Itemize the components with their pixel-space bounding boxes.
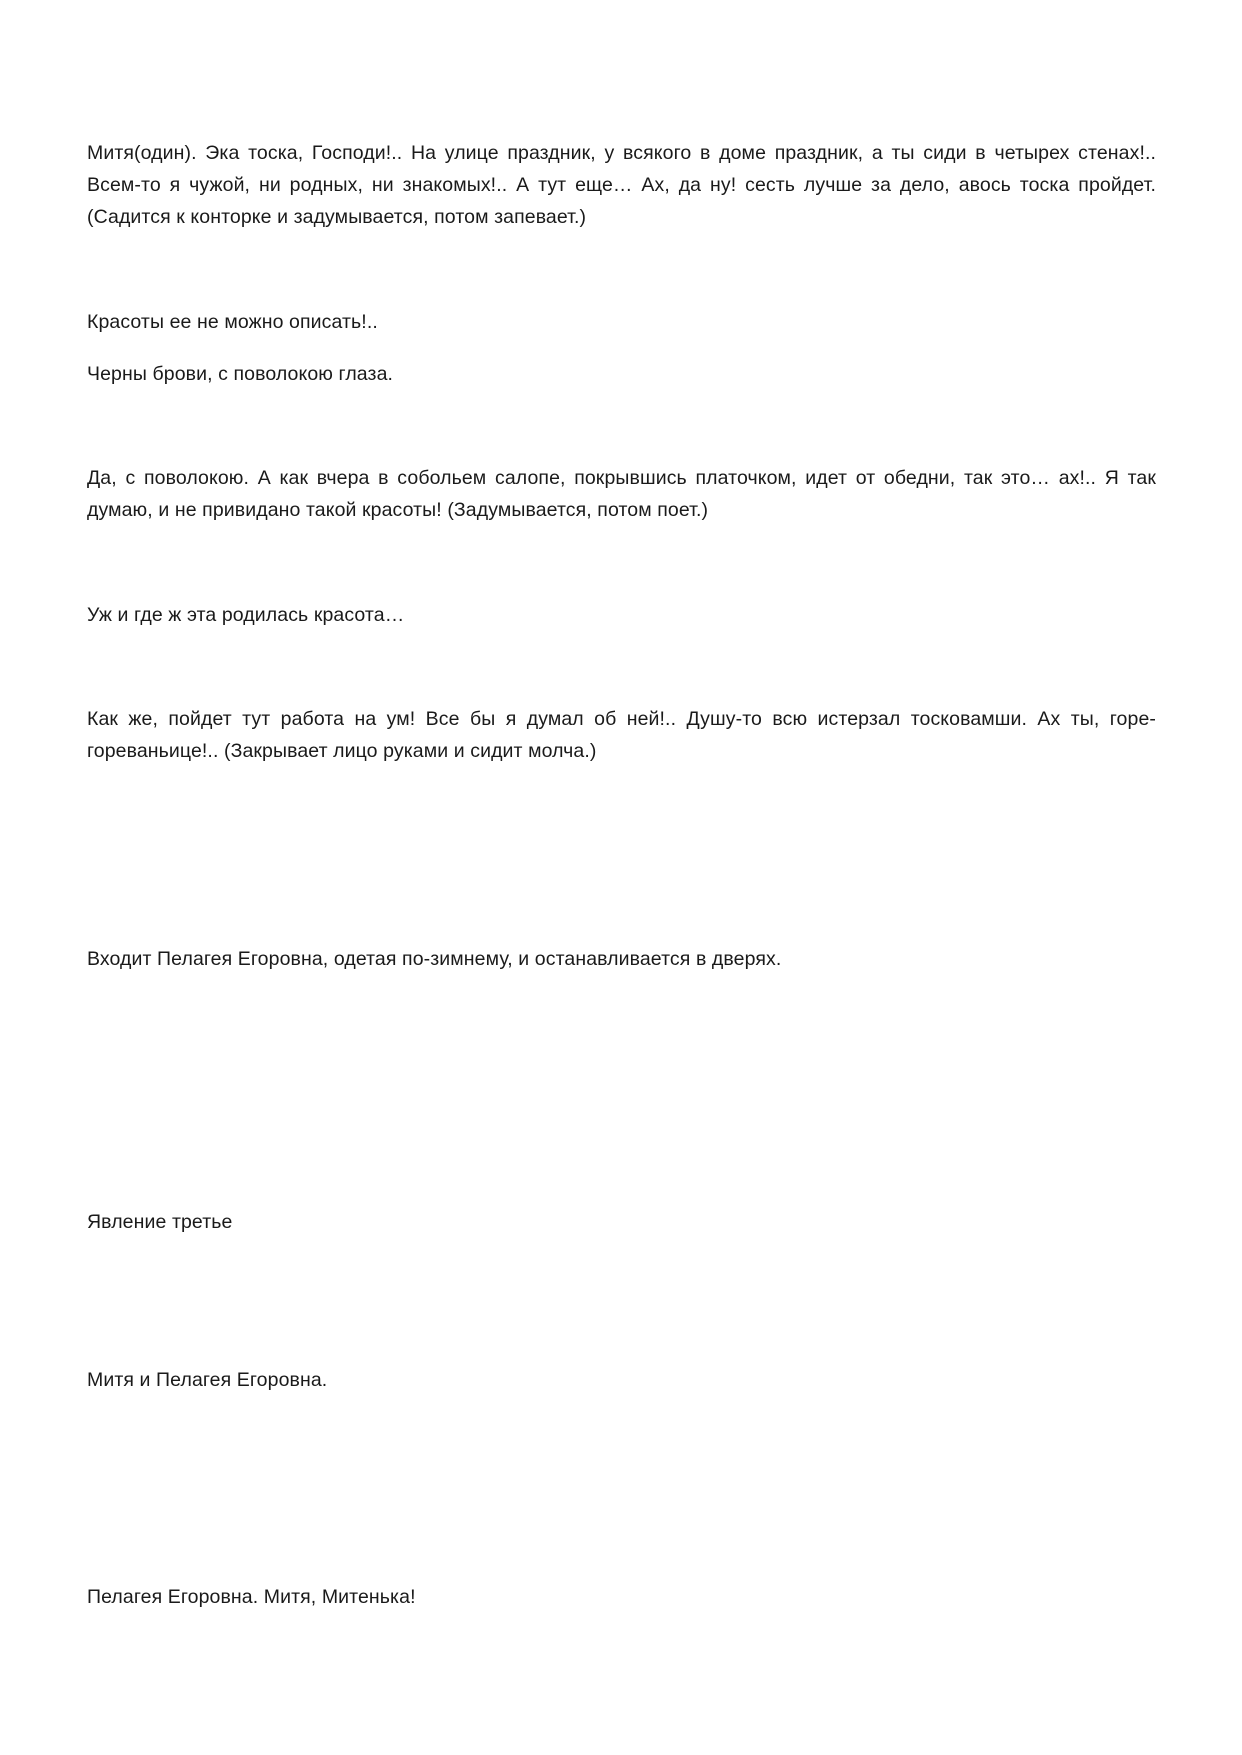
paragraph-song-line-1: Красоты ее не можно описать!.. [87,311,378,333]
scene-heading: Явление третье [87,1211,233,1233]
paragraph-song-line-3: Уж и где ж эта родилась красота… [87,604,405,626]
scene-characters: Митя и Пелагея Егоровна. [87,1369,328,1391]
paragraph-mitya-lament: Как же, пойдет тут работа на ум! Все бы я думал об ней!.. Душу-то всю истерзал тосковамши. Ах ты, горе-гореваньице!.. (Закрывает лицо руками и сидит молча.) [87,708,1156,762]
paragraph-mitya-reflection: Да, с поволокою. А как вчера в собольем салопе, покрывшись платочком, идет от обедни, так это… ах!.. Я так думаю, и не привидано такой красоты! (Задумывается, потом поет.) [87,467,1156,521]
paragraph-pelageya-line: Пелагея Егоровна. Митя, Митенька! [87,1586,416,1608]
paragraph-mitya-monologue: Митя(один). Эка тоска, Господи!.. На улице праздник, у всякого в доме праздник, а ты сиди в четырех стенах!.. Всем-то я чужой, ни родных, ни знакомых!.. А тут еще… Ах, да ну! сесть лучше за дело, авось тоска пройдет. (Садится к конторке и задумывается, потом запевает.) [87,142,1156,228]
paragraph-song-line-2: Черны брови, с поволокою глаза. [87,363,394,385]
paragraph-stage-direction: Входит Пелагея Егоровна, одетая по-зимнему, и останавливается в дверях. [87,948,782,970]
